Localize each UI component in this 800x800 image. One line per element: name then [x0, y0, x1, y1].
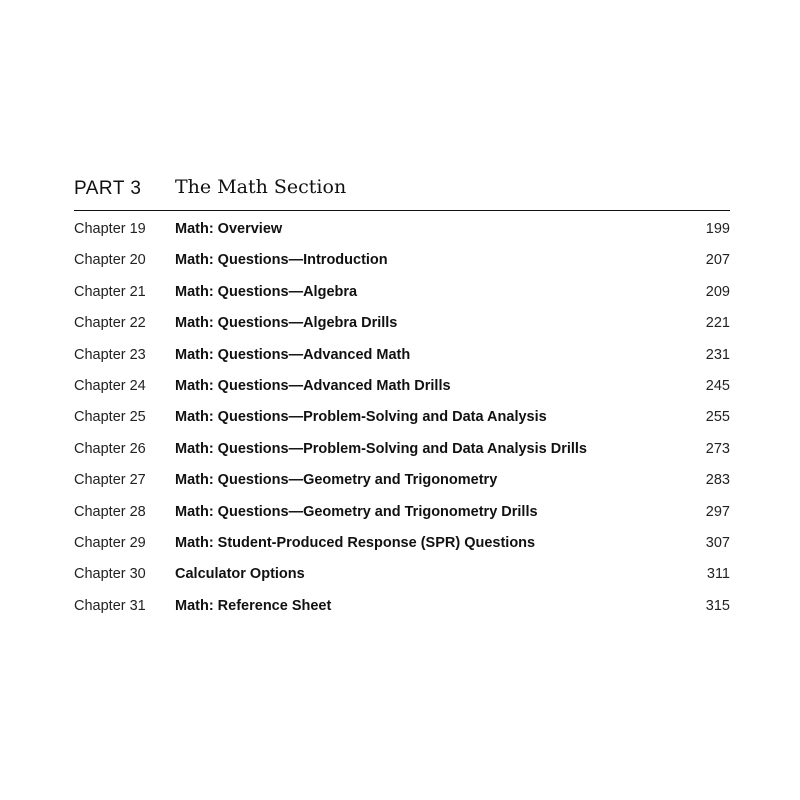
chapter-number: Chapter 29: [74, 534, 146, 551]
chapter-title: Math: Questions—Problem-Solving and Data Analysis: [175, 409, 547, 426]
page-number: 221: [705, 315, 730, 332]
toc-row[interactable]: [74, 214, 730, 245]
chapter-title: Math: Questions—Advanced Math Drills: [175, 377, 451, 394]
page-number: 245: [705, 377, 730, 394]
chapter-title: Math: Questions—Geometry and Trigonometry: [175, 472, 498, 489]
page-number: 255: [705, 409, 730, 426]
toc-row[interactable]: [74, 528, 730, 559]
chapter-title: Math: Questions—Algebra: [175, 283, 358, 300]
chapter-title: Math: Questions—Advanced Math: [175, 346, 411, 363]
chapter-title: Math: Questions—Algebra Drills: [175, 315, 398, 332]
chapter-title: Math: Student-Produced Response (SPR) Questions: [175, 534, 536, 551]
chapter-title: Math: Overview: [175, 221, 283, 237]
table-of-contents: [74, 214, 730, 622]
chapter-number: Chapter 21: [74, 283, 146, 300]
chapter-title: Math: Questions—Problem-Solving and Data Analysis Drills: [175, 440, 587, 457]
toc-row[interactable]: [74, 434, 730, 465]
part-label: PART 3: [74, 178, 142, 199]
chapter-number: Chapter 24: [74, 377, 146, 394]
chapter-number: Chapter 26: [74, 440, 146, 457]
chapter-number: Chapter 31: [74, 597, 146, 614]
chapter-number: Chapter 20: [74, 252, 146, 269]
page-number: 273: [705, 440, 730, 457]
part-header: [74, 174, 730, 211]
page-number: 315: [705, 597, 730, 614]
page-number: 209: [705, 283, 730, 300]
page-number: 311: [706, 566, 730, 583]
toc-row[interactable]: [74, 559, 730, 590]
toc-row[interactable]: [74, 591, 730, 622]
chapter-title: Calculator Options: [175, 566, 305, 583]
toc-row[interactable]: [74, 277, 730, 308]
chapter-number: Chapter 27: [74, 472, 146, 489]
chapter-title: Math: Questions—Introduction: [175, 252, 388, 269]
chapter-number: Chapter 22: [74, 315, 146, 332]
page-number: 207: [705, 252, 730, 269]
chapter-number: Chapter 19: [74, 221, 146, 237]
page-number: 283: [705, 472, 730, 489]
chapter-title: Math: Reference Sheet: [175, 597, 332, 614]
chapter-number: Chapter 25: [74, 409, 146, 426]
page-number: 231: [705, 346, 730, 363]
toc-row[interactable]: [74, 308, 730, 339]
page-number: 199: [705, 221, 730, 237]
toc-row[interactable]: [74, 402, 730, 433]
toc-row[interactable]: [74, 465, 730, 496]
toc-row[interactable]: [74, 245, 730, 276]
part-title: The Math Section: [175, 176, 347, 198]
page-number: 307: [705, 534, 730, 551]
chapter-title: Math: Questions—Geometry and Trigonometry Drills: [175, 503, 538, 520]
chapter-number: Chapter 23: [74, 346, 146, 363]
toc-row[interactable]: [74, 371, 730, 402]
chapter-number: Chapter 28: [74, 503, 146, 520]
toc-row[interactable]: [74, 497, 730, 528]
toc-row[interactable]: [74, 340, 730, 371]
page-number: 297: [705, 503, 730, 520]
chapter-number: Chapter 30: [74, 566, 146, 583]
